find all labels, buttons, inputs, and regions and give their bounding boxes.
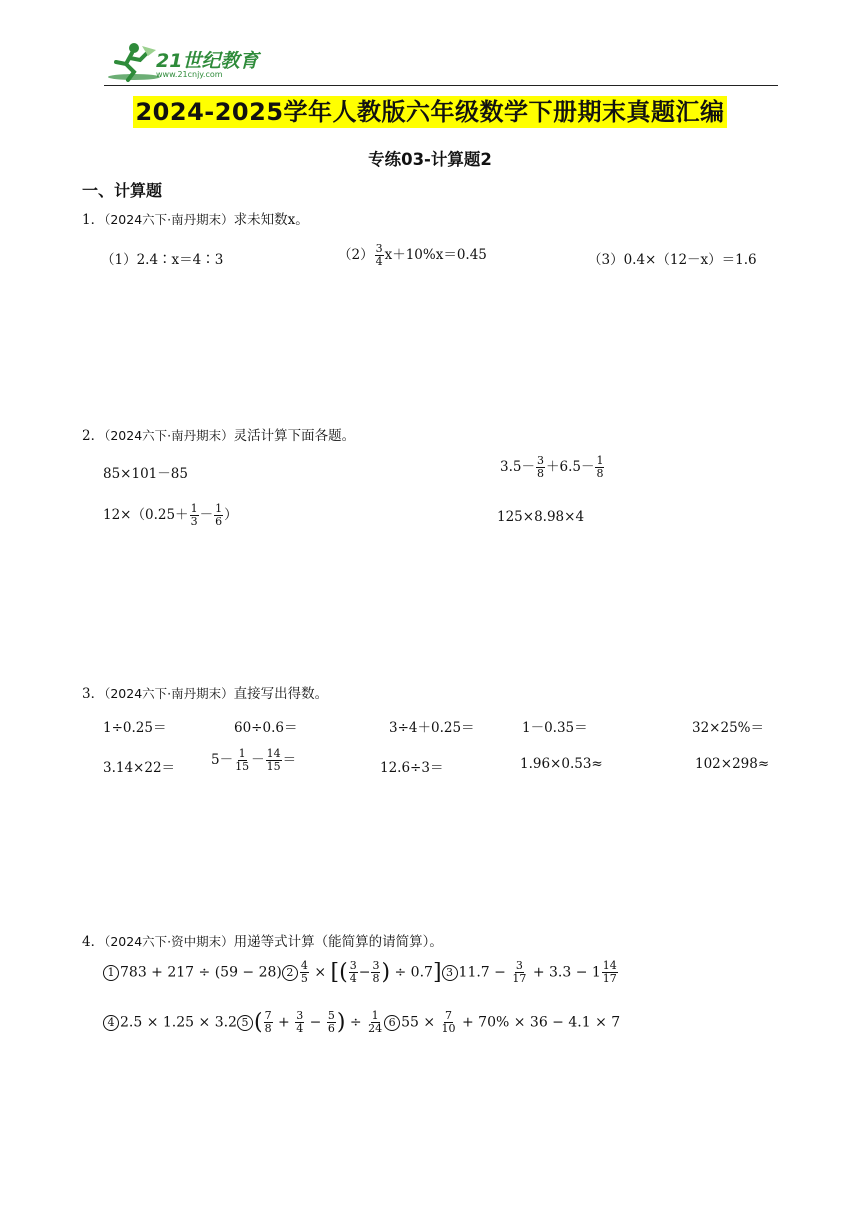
q4-expr-1: 783 + 217 ÷ (59 − 28) [120,964,282,981]
circled-6: 6 [384,1015,400,1031]
q3-r2-5: 102×298≈ [695,756,770,772]
q3-r2-4: 1.96×0.53≈ [520,756,603,772]
q3-r2-1: 3.14×22＝ [103,760,176,776]
q2-item-c: 12×（0.25＋ $\frac{1}{3}$ － $\frac{1}{6}$ ） [103,502,238,528]
logo-url: www.21cnjy.com [156,70,223,79]
page-subtitle: 专练03-计算题2 [368,150,492,169]
q1-part-1: （1）2.4∶x＝4∶3 [101,252,224,268]
circled-4: 4 [103,1015,119,1031]
brand-logo [104,40,274,84]
q1-part-3: （3）0.4×（12－x）＝1.6 [588,252,757,268]
section-heading: 一、计算题 [82,181,163,200]
question-1-heading: 1．（2024六下·南丹期末）求未知数x。 [82,212,309,228]
header-rule [104,85,778,86]
q3-r1-2: 60÷0.6＝ [234,720,298,736]
circled-2: 2 [282,965,298,981]
q3-r2-3: 12.6÷3＝ [380,760,444,776]
q4-row-1: 1 783 + 217 ÷ (59 − 28) 2 $\frac{4}{5}$ × [( $\frac{3}{4}$ − $\frac{3}{8}$ ) ÷ 0.7] 3 11.7 − $\frac{3}{17}$ + 3.3 − 1 $\frac{14}{17}$ [103,960,619,985]
q3-r1-5: 32×25%＝ [692,720,764,736]
q3-r1-4: 1－0.35＝ [522,720,588,736]
page-title: 2024-2025学年人教版六年级数学下册期末真题汇编 [135,98,725,126]
question-2-heading: 2．（2024六下·南丹期末）灵活计算下面各题。 [82,428,356,444]
q2-item-d: 125×8.98×4 [497,509,585,525]
q2-item-b: 3.5－ $\frac{3}{8}$ ＋6.5－ $\frac{1}{8}$ [500,454,604,480]
q2-item-a: 85×101－85 [103,466,188,482]
q4-row-2: 4 2.5 × 1.25 × 3.2 5 ( $\frac{7}{8}$ + $\frac{3}{4}$ − $\frac{5}{6}$ ) ÷ $\frac{1}{24}$ 6 55 × $\frac{7}{10}$ + 70% × 36 − 4.1 × 7 [103,1010,620,1035]
q3-r2-2: 5－ $\frac{1}{15}$ － $\frac{14}{15}$ ＝ [211,747,297,773]
circled-3: 3 [442,965,458,981]
question-3-heading: 3．（2024六下·南丹期末）直接写出得数。 [82,686,329,702]
q3-r1-3: 3÷4＋0.25＝ [389,720,475,736]
circled-5: 5 [237,1015,253,1031]
q4-expr-4: 2.5 × 1.25 × 3.2 [120,1014,237,1031]
q3-r1-1: 1÷0.25＝ [103,720,167,736]
logo-text: 21世纪教育 [156,50,259,72]
circled-1: 1 [103,965,119,981]
question-4-heading: 4．（2024六下·资中期末）用递等式计算（能简算的请简算）。 [82,934,443,950]
q1-part-2: （2） $\frac{3}{4}$ x＋10%x＝0.45 [338,242,487,268]
